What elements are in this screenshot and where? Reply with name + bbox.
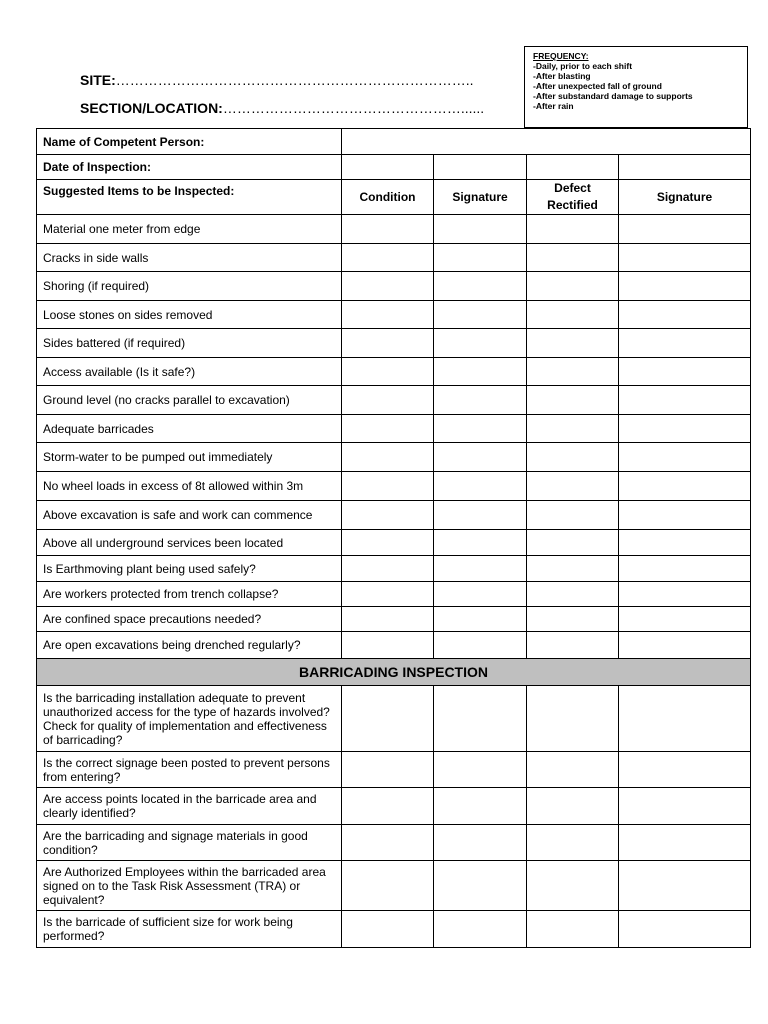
table-row [37,215,751,244]
table-row [37,415,751,443]
condition-cell[interactable] [342,825,434,861]
table-row [37,788,751,825]
section-location-field[interactable] [80,100,484,116]
item-label: No wheel loads in excess of 8t allowed within 3m [37,472,342,501]
condition-cell[interactable] [342,530,434,556]
item-label: Above all underground services been located [37,530,342,556]
date-cell[interactable] [527,155,619,180]
signature-cell[interactable] [434,501,527,530]
defect-rectified-cell[interactable] [527,632,619,659]
condition-cell[interactable] [342,861,434,911]
defect-rectified-cell[interactable] [527,443,619,472]
signature-cell[interactable] [619,788,751,825]
condition-cell[interactable] [342,752,434,788]
item-label: Shoring (if required) [37,272,342,301]
competent-person-input[interactable] [342,129,751,155]
condition-cell[interactable] [342,686,434,752]
signature-cell[interactable] [619,244,751,272]
signature-cell[interactable] [619,825,751,861]
defect-rectified-cell[interactable] [527,301,619,329]
frequency-item: -After substandard damage to supports [533,91,693,101]
signature-cell[interactable] [434,358,527,386]
item-label: Is the barricading installation adequate to prevent unauthorized access for the type of hazards involved? Check for quality of implementation and effectiveness of barricading? [37,686,342,752]
table-row [37,911,751,948]
defect-rectified-cell[interactable] [527,861,619,911]
defect-rectified-cell[interactable] [527,272,619,301]
table-row [37,825,751,861]
signature-cell[interactable] [619,472,751,501]
signature-cell[interactable] [434,386,527,415]
signature-cell[interactable] [434,582,527,607]
item-label: Is the correct signage been posted to prevent persons from entering? [37,752,342,788]
condition-cell[interactable] [342,329,434,358]
item-label: Material one meter from edge [37,215,342,244]
condition-cell[interactable] [342,301,434,329]
frequency-box [524,46,748,128]
section-location-input-line[interactable]: ……………………………………………...... [222,100,485,116]
item-label: Above excavation is safe and work can commence [37,501,342,530]
signature-cell[interactable] [434,686,527,752]
frequency-item: -After rain [533,101,574,111]
date-cell[interactable] [619,155,751,180]
site-field[interactable] [80,72,474,88]
signature-cell[interactable] [434,861,527,911]
table-row [37,244,751,272]
defect-rectified-cell[interactable] [527,607,619,632]
date-cell[interactable] [434,155,527,180]
item-label: Loose stones on sides removed [37,301,342,329]
signature-cell[interactable] [619,386,751,415]
signature-cell[interactable] [619,752,751,788]
defect-rectified-cell[interactable] [527,911,619,948]
condition-header: Condition [342,180,434,215]
item-label: Ground level (no cracks parallel to excavation) [37,386,342,415]
defect-rectified-cell[interactable] [527,788,619,825]
condition-cell[interactable] [342,443,434,472]
barricading-section-title: BARRICADING INSPECTION [37,659,751,686]
date-label: Date of Inspection: [37,155,342,180]
table-row [37,752,751,788]
signature-cell[interactable] [619,215,751,244]
item-label: Cracks in side walls [37,244,342,272]
frequency-item: -After unexpected fall of ground [533,81,662,91]
defect-rectified-cell[interactable] [527,530,619,556]
signature-cell[interactable] [619,272,751,301]
competent-person-row [37,129,751,155]
signature-cell[interactable] [434,556,527,582]
defect-rectified-cell[interactable] [527,244,619,272]
table-row [37,861,751,911]
signature-cell[interactable] [619,607,751,632]
defect-rectified-cell[interactable] [527,386,619,415]
item-label: Sides battered (if required) [37,329,342,358]
item-label: Are Authorized Employees within the barricaded area signed on to the Task Risk Assessment (TRA) or equivalent? [37,861,342,911]
signature-cell[interactable] [619,329,751,358]
condition-cell[interactable] [342,358,434,386]
barricading-section-row [37,659,751,686]
table-row [37,501,751,530]
items-header: Suggested Items to be Inspected: [37,180,342,215]
item-label: Storm-water to be pumped out immediately [37,443,342,472]
signature-cell[interactable] [434,443,527,472]
defect-rectified-cell[interactable] [527,686,619,752]
defect-rectified-cell[interactable] [527,825,619,861]
table-row [37,329,751,358]
signature-cell[interactable] [434,244,527,272]
condition-cell[interactable] [342,911,434,948]
condition-cell[interactable] [342,501,434,530]
condition-cell[interactable] [342,386,434,415]
table-row [37,607,751,632]
signature-cell[interactable] [619,686,751,752]
date-cell[interactable] [342,155,434,180]
table-row [37,530,751,556]
signature-cell[interactable] [434,472,527,501]
condition-cell[interactable] [342,582,434,607]
signature-cell[interactable] [619,530,751,556]
table-row [37,556,751,582]
frequency-item: -After blasting [533,71,591,81]
item-label: Access available (Is it safe?) [37,358,342,386]
inspection-table [36,128,751,948]
condition-cell[interactable] [342,272,434,301]
table-row [37,386,751,415]
table-row [37,472,751,501]
item-label: Are open excavations being drenched regularly? [37,632,342,659]
signature-cell[interactable] [619,501,751,530]
defect-rectified-cell[interactable] [527,358,619,386]
item-label: Are confined space precautions needed? [37,607,342,632]
defect-rectified-cell[interactable] [527,472,619,501]
defect-rectified-cell[interactable] [527,329,619,358]
signature-cell[interactable] [434,530,527,556]
item-label: Adequate barricades [37,415,342,443]
item-label: Is Earthmoving plant being used safely? [37,556,342,582]
defect-rectified-cell[interactable] [527,501,619,530]
site-label: SITE: [80,72,116,88]
signature-cell[interactable] [619,415,751,443]
signature-cell[interactable] [619,861,751,911]
signature-cell[interactable] [434,215,527,244]
signature-cell[interactable] [434,301,527,329]
defect-rectified-cell[interactable] [527,415,619,443]
condition-cell[interactable] [342,556,434,582]
signature-cell[interactable] [434,415,527,443]
item-label: Are the barricading and signage materials in good condition? [37,825,342,861]
signature-cell[interactable] [434,911,527,948]
signature-cell[interactable] [434,752,527,788]
condition-cell[interactable] [342,632,434,659]
frequency-item: -Daily, prior to each shift [533,61,633,71]
signature-cell[interactable] [619,911,751,948]
signature-cell[interactable] [434,272,527,301]
condition-cell[interactable] [342,215,434,244]
column-header-row [37,180,751,215]
defect-rectified-cell[interactable] [527,556,619,582]
table-row [37,272,751,301]
signature-cell[interactable] [619,301,751,329]
table-row [37,686,751,752]
condition-cell[interactable] [342,472,434,501]
signature-cell[interactable] [619,358,751,386]
condition-cell[interactable] [342,788,434,825]
signature-cell[interactable] [619,443,751,472]
signature-cell[interactable] [619,632,751,659]
signature-cell[interactable] [434,329,527,358]
defect-rectified-header: Defect Rectified [527,180,619,215]
signature-cell[interactable] [434,788,527,825]
table-row [37,632,751,659]
table-row [37,358,751,386]
condition-cell[interactable] [342,415,434,443]
frequency-title: FREQUENCY: [533,51,589,61]
defect-rectified-cell[interactable] [527,752,619,788]
signature-cell[interactable] [619,582,751,607]
section-location-label: SECTION/LOCATION: [80,100,223,116]
item-label: Are workers protected from trench collapse? [37,582,342,607]
signature-cell[interactable] [434,632,527,659]
signature-header: Signature [434,180,527,215]
signature-header: Signature [619,180,751,215]
defect-rectified-cell[interactable] [527,582,619,607]
signature-cell[interactable] [434,607,527,632]
item-label: Are access points located in the barricade area and clearly identified? [37,788,342,825]
site-input-line[interactable]: ………………………………………………………………….. [115,72,474,88]
table-row [37,301,751,329]
item-label: Is the barricade of sufficient size for work being performed? [37,911,342,948]
defect-rectified-cell[interactable] [527,215,619,244]
signature-cell[interactable] [434,825,527,861]
condition-cell[interactable] [342,244,434,272]
signature-cell[interactable] [619,556,751,582]
table-row [37,582,751,607]
condition-cell[interactable] [342,607,434,632]
competent-person-label: Name of Competent Person: [37,129,342,155]
table-row [37,443,751,472]
date-row [37,155,751,180]
